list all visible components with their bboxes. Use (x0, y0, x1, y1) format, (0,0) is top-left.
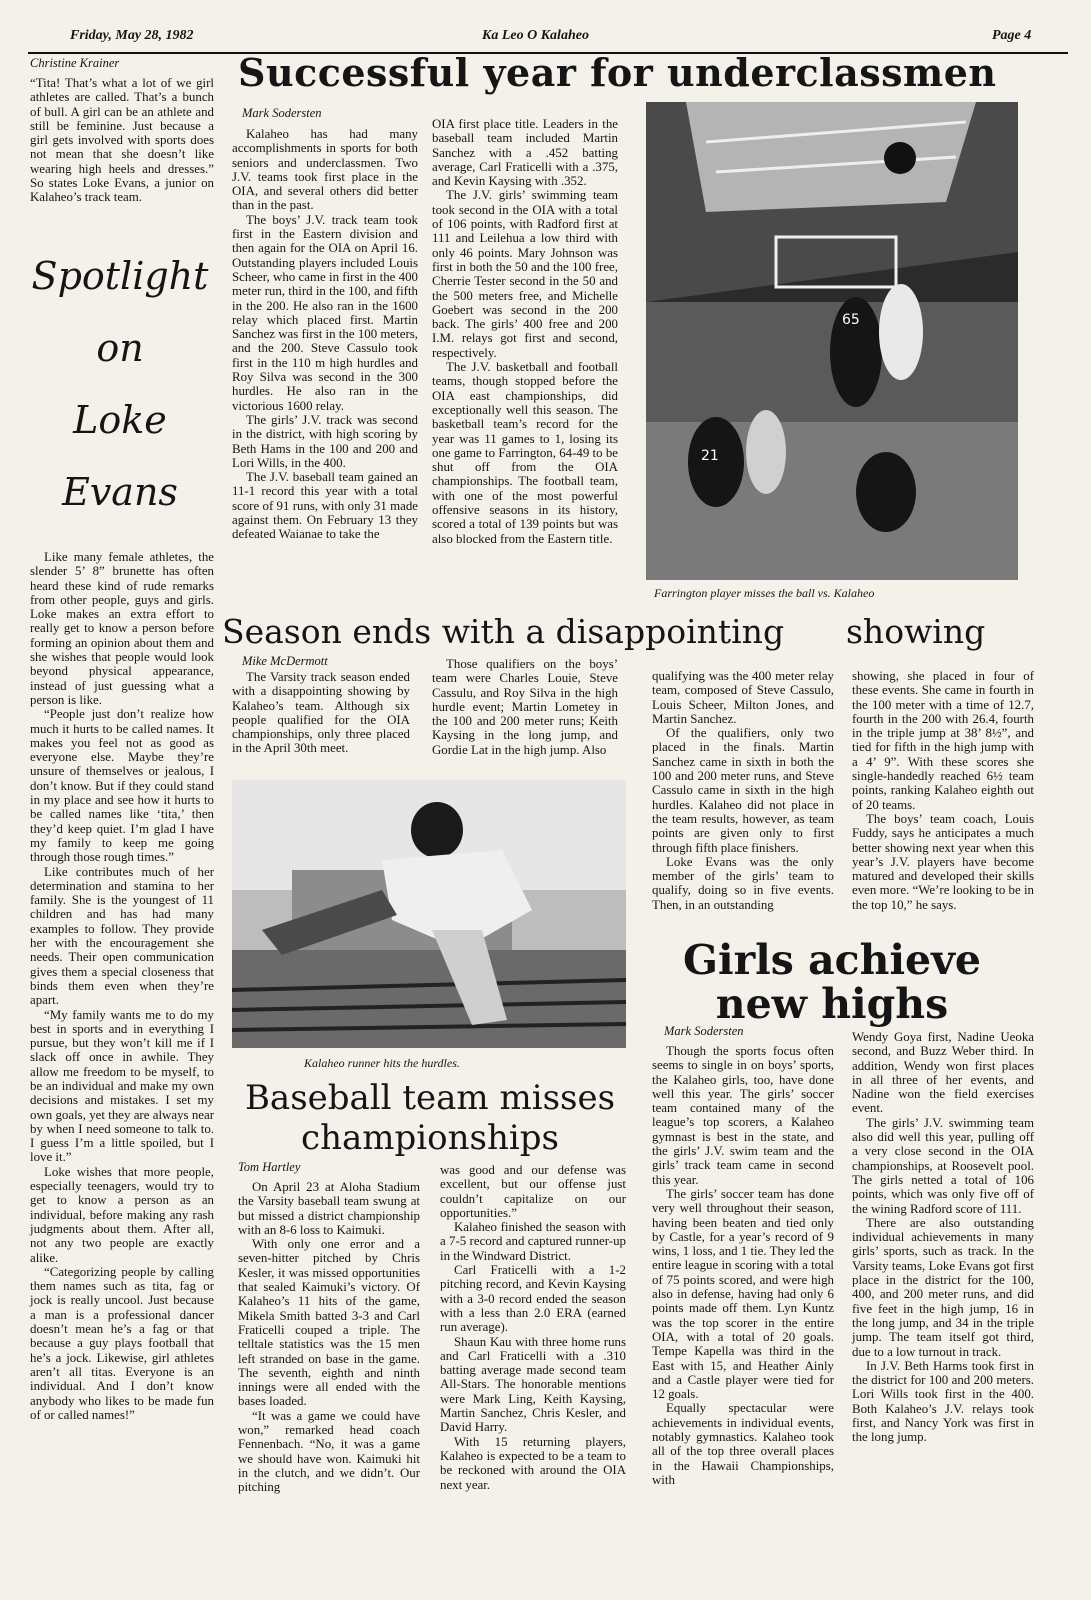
season-headline-end: showing (846, 612, 986, 651)
baseball-byline: Tom Hartley (238, 1160, 301, 1174)
spotlight-intro: “Tita! That’s what a lot of we girl athletes are called. That’s a bunch of bull. A girl can be an athlete and still be feminine. Just because a girl gets involved with sports does not mean that she doesn’t like wearing high heels and dresses.” So states Loke Evans, a junior on Kalaheo’s track team. (30, 76, 214, 205)
issue-date: Friday, May 28, 1982 (70, 28, 194, 43)
jersey-number-21: 21 (701, 448, 719, 464)
season-col1: The Varsity track season ended with a disappointing showing by Kalaheo’s team. Although six people qualified for the OIA championships, only three placed in the April 30th meet. (232, 670, 410, 756)
girls-byline: Mark Sodersten (664, 1024, 744, 1038)
spotlight-title: Spotlight on Loke Evans (31, 254, 209, 514)
basketball-photo (646, 102, 1018, 580)
season-col2: Those qualifiers on the boys’ team were Charles Louie, Steve Cassulu, and Roy Silva in the high hurdle event; Martin Lometey in the 100 and 200 meter runs; Keith Kaysing in the long jump, and Gordie Lat in the high jump. Also (432, 657, 618, 757)
girls-headline: Girls achieve new highs (682, 936, 982, 1028)
underclassmen-byline: Mark Sodersten (242, 106, 322, 120)
season-headline: Season ends with a disappointing (222, 612, 785, 651)
season-byline: Mike McDermott (242, 654, 328, 668)
hurdles-photo (232, 780, 626, 1048)
basketball-photo-art (646, 102, 1018, 580)
underclassmen-col2: OIA first place title. Leaders in the baseball team included Martin Sanchez with a .452 batting average, Carl Fraticelli with a .375, and Kevin Kaysing with .352. The J.V. girls’ swimming team took second in the OIA with a total of 106 points, with Radford first at 111 and Leilehua a low third with only 46 points. Mary Johnson was first in both the 50 and the 100 free, Cherrie Tester second in the 50 and the 500 meters free, and Michelle Goebert was second in the 200 back. The girls’ 400 free and 200 I.M. relays got first and second, respectively. The J.V. basketball and football teams, though stopped before the OIA east championships, did exceptionally well this season. The basketball team’s record for the year was 11 games to 1, losing its one game to Farrington, 64-49 to be shut off from the OIA championships. The football team, with one of the most powerful offensive seasons in its history, scored a total of 139 points but was also blocked from the Eastern title. (432, 117, 618, 546)
spotlight-body: Like many female athletes, the slender 5’ 8” brunette has often heard these kind of rude remarks from other people, guys and girls. Loke makes an extra effort to really get to know a person before forming an opinion about them and she wishes that people would look beyond physical appearance, instead of just guessing what a person is like. “People just don’t realize how much it hurts to be called names. It makes you feel not as good as everyone else. Maybe they’re unsure of themselves or jealous, I don’t know. But if they could stand in my place and see how it hurts to be called names like ‘tita,’ then they’d keep quiet. I’m glad I have my family to keep me going through those rough times.” Like contributes much of her determination and stamina to her family. She is the youngest of 11 children and has had many examples to follow. They provide her with the encouragement she needs. Their open communication gives them a special closeness that binds them even when they’re apart. “My family wants me to do my best in sports and in everything I pursue, but they won’t kill me if I slack off once in awhile. They allow me freedom to be myself, to be an individual and make my own decisions and mistakes. I set my own goals, yet they are always near by when I need someone to talk to. I guess I’m a little spoiled, but I love it.” Loke wishes that more people, especially teenagers, would try to get to know a person as an individual, before making any rash judgments about them. After all, not any two people are exactly alike. “Categorizing people by calling them names such as tita, fag or jock is really uncool. Just because a man is a professional dancer doesn’t mean he’s a fag or that because a guy plays football that he’s a jock. Likewise, girl athletes aren’t all titas. Everyone is an individual. And I don’t know anybody who likes to be made fun of or called names!” (30, 550, 214, 1422)
hurdles-caption: Kalaheo runner hits the hurdles. (304, 1056, 460, 1070)
season-col3: qualifying was the 400 meter relay team, composed of Steve Cassulo, Louis Scheer, Milton Jones, and Martin Sanchez. Of the qualifiers, only two placed in the finals. Martin Sanchez came in sixth in both the 100 and 200 meter runs, and Steve Cassulo came in sixth in the high hurdles. Kalaheo did not place in the team results, however, as team points are given only to first through fifth place finishers. Loke Evans was the only member of the girls’ team to qualify, doing so in five events. Then, in an outstanding (652, 669, 834, 912)
underclassmen-col1: Kalaheo has had many accomplishments in sports for both seniors and underclassmen. Two J.V. teams took first place in the OIA, and several others did better than in the past. The boys’ J.V. track team took first in the Eastern division and then again for the OIA on April 16. Outstanding players included Louis Scheer, who came in first in the 400 meter run, third in the 100, and fifth in the 200. He also ran in the 1600 relay which placed first. Martin Sanchez was first in the 100 meters, and the 200. Steve Cassulo took first in the 110 m high hurdles and Roy Silva was second in the 300 hurdles. He also ran in the victorious 1600 relay. The girls’ J.V. track was second in the district, with high scoring by Beth Hams in the 100 and 200 and Lori Wills, in the 400. The J.V. baseball team gained an 11-1 record this year with a total score of 91 runs, with only 31 made against them. On February 13 they defeated Waianae to take the (232, 127, 418, 542)
hurdles-photo-art (232, 780, 626, 1048)
baseball-col2: was good and our defense was excellent, but our offense just couldn’t capitalize on our opportunities.” Kalaheo finished the season with a 7-5 record and captured runner-up in the Windward District. Carl Fraticelli with a 1-2 pitching record, and Kevin Kaysing with a 3-0 record ended the season with a less than 2.0 ERA (earned run average). Shaun Kau with three home runs and Carl Fraticelli with a .310 batting average made second team All-Stars. The honorable mentions were Mark Ling, Keith Kaysing, Martin Sanchez, Chris Kesler, and David Harry. With 15 returning players, Kalaheo is expected to be a team to be reckoned with around the OIA next year. (440, 1163, 626, 1492)
baseball-headline: Baseball team misses championships (244, 1078, 616, 1158)
season-col4: showing, she placed in four of these events. She came in fourth in the 100 meter with a time of 12.7, fourth in the 200 with 26.4, fourth in the triple jump at 38’ 8½”, and tied for fifth in the high jump with a 4’ 9”. With these scores she single-handedly reached 6½ team points, ranking Kalaheo eighth out of 20 teams. The boys’ team coach, Louis Fuddy, says he anticipates a much better showing next year when this year’s J.V. players have become matured and developed their skills even more. “We’re looking to be in the top 10,” he says. (852, 669, 1034, 912)
baseball-col1: On April 23 at Aloha Stadium the Varsity baseball team swung at but missed a district championship with an 8-6 loss to Kaimuki. With only one error and a seven-hitter pitched by Chris Kesler, it was missed opportunities that sealed Kaimuki’s victory. Of Kalaheo’s 11 hits of the game, Mikela Smith batted 3-3 and Carl Fraticelli couped a triple. The telltale statistics was the 15 men left stranded on base in the game. The seventh, eighth and ninth innings were all ended with the bases loaded. “It was a game we could have won,” remarked head coach Fennenbach. “No, it was a game we should have won. Kaimuki hit in the clutch, and we didn’t. Our pitching (238, 1180, 420, 1495)
spotlight-byline: Christine Krainer (30, 56, 120, 70)
girls-col2: Wendy Goya first, Nadine Ueoka second, and Buzz Weber third. In addition, Wendy won first places in all three of her events, and Nadine won the field exercises event. The girls’ J.V. swimming team also did well this year, pulling off a very close second in the OIA championships, at Roosevelt pool. The girls netted a total of 106 points, which was only five off of the wining Radford score of 111. There are also outstanding individual achievements in many girls’ sports, such as track. In the Varsity teams, Loke Evans got first place in the district for the 100, 400, and 200 meter runs, and did five feet in the high jump, 16 in the long jump, and 34 in the triple jump. The team itself got third, due to a low turnout in track. In J.V. Beth Harms took first in the district for 100 and 200 meters. Lori Wills took first in the 400. Both Kalaheo’s J.V. relays took first, and Nancy York was first in the long jump. (852, 1030, 1034, 1445)
jersey-number-65: 65 (842, 312, 860, 328)
page-number: Page 4 (992, 28, 1032, 43)
newspaper-name: Ka Leo O Kalaheo (482, 28, 589, 43)
underclassmen-headline: Successful year for underclassmen (238, 50, 997, 95)
basketball-caption: Farrington player misses the ball vs. Kalaheo (654, 586, 875, 600)
girls-col1: Though the sports focus often seems to single in on boys’ sports, the Kalaheo girls, too, have done well this year. The girls’ soccer team contained many of the league’s top scorers, a Kalaheo gymnast is best in the state, and the girls’ J.V. swim team and the girls’ track team came in second this year. The girls’ soccer team has done very well throughout their season, having been beaten and tied only by Castle, for a year’s record of 9 wins, 1 loss, and 1 tie. They led the entire league in scoring with a total of 75 points scored, and were high also in defense, having had only 6 points made off them. Lyn Kuntz was the top scorer in the entire OIA, with a total of 20 goals. Tempe Kapella was third in the East with 15, and Heather Ainly and a Castle player were tied for 12 goals. Equally spectacular were achievements in individual events, notably gymnastics. Kalaheo took all of the top three overall places in the Hawaii Championships, with (652, 1044, 834, 1487)
